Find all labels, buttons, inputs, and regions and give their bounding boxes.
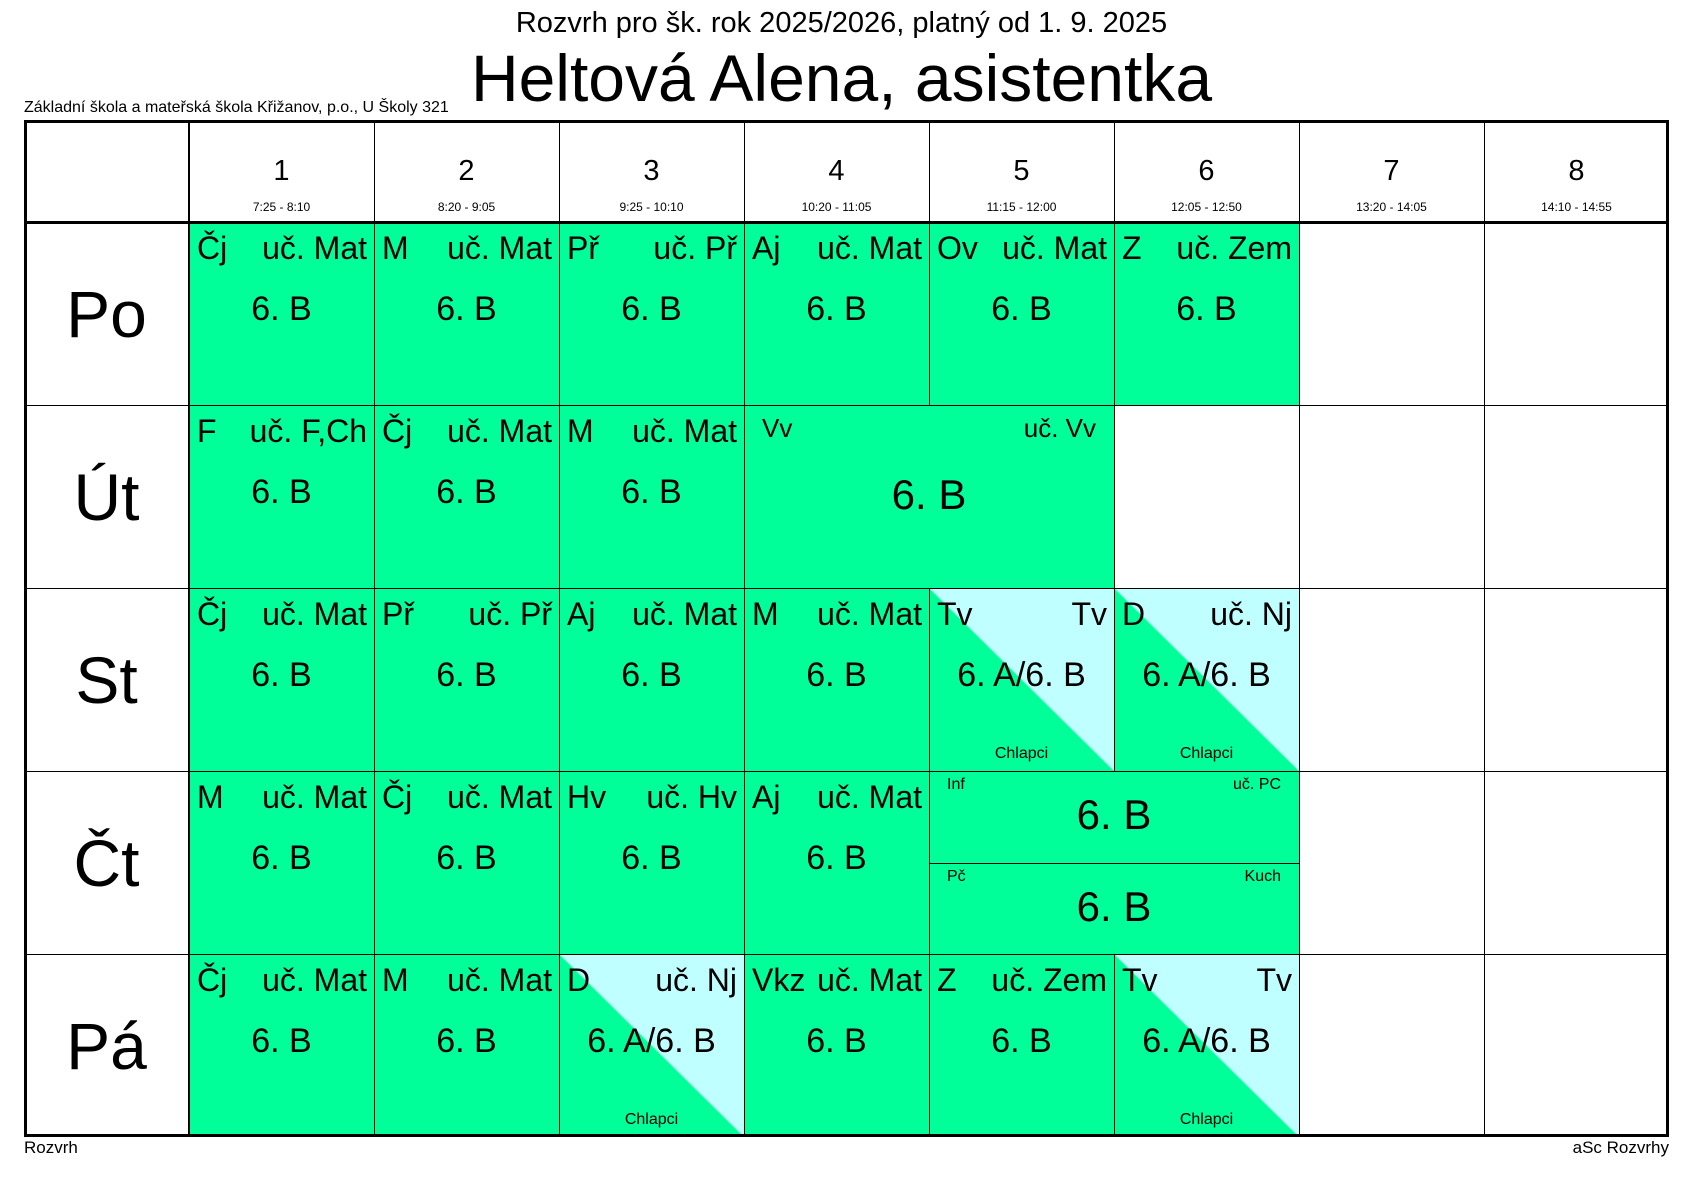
grid-line — [1114, 954, 1115, 1137]
lesson-teacher: uč. Hv — [646, 779, 737, 815]
lesson-teacher: uč. F,Ch — [249, 413, 367, 449]
lesson-cell[interactable] — [744, 771, 929, 954]
timetable-subtitle: Rozvrh pro šk. rok 2025/2026, platný od 1. 9. 2025 — [515, 7, 1168, 39]
period-time: 11:15 - 12:00 — [986, 200, 1057, 214]
lesson-subject: M — [382, 230, 409, 266]
lesson-teacher: uč. Zem — [1176, 230, 1292, 266]
lesson-subject: Př — [382, 596, 414, 632]
period-header — [374, 120, 559, 222]
lesson-cell[interactable] — [744, 954, 929, 1137]
period-time: 7:25 - 8:10 — [252, 200, 311, 214]
lesson-subject: F — [197, 413, 217, 449]
lesson-subject: Aj — [752, 230, 781, 266]
lesson-teacher: uč. Mat — [447, 230, 552, 266]
lesson-cell[interactable] — [744, 405, 1114, 588]
lesson-group: Chlapci — [1179, 1111, 1234, 1128]
lesson-class: 6. B — [1176, 290, 1237, 328]
lesson-cell[interactable] — [559, 405, 744, 588]
lesson-subject: Z — [1122, 230, 1142, 266]
lesson-cell[interactable] — [374, 405, 559, 588]
lesson-teacher: uč. Mat — [447, 962, 552, 998]
lesson-cell[interactable] — [929, 588, 1114, 771]
lesson-teacher: uč. Zem — [991, 962, 1107, 998]
frame-top — [24, 120, 1669, 123]
grid-line — [1114, 120, 1115, 771]
period-time: 12:05 - 12:50 — [1171, 200, 1242, 214]
lesson-class: 6. B — [251, 656, 312, 694]
lesson-class: 6. B — [991, 1022, 1052, 1060]
lesson-class: 6. B — [1076, 882, 1152, 930]
lesson-cell[interactable] — [744, 588, 929, 771]
lesson-subject: M — [752, 596, 779, 632]
lesson-cell[interactable] — [559, 588, 744, 771]
period-header — [1299, 120, 1484, 222]
period-number: 3 — [643, 155, 660, 187]
timetable-title: Heltová Alena, asistentka — [470, 41, 1213, 115]
period-time: 10:20 - 11:05 — [801, 200, 872, 214]
day-label: Čt — [73, 825, 140, 900]
lesson-subject: Aj — [752, 779, 781, 815]
lesson-subject: Aj — [567, 596, 596, 632]
lesson-class: 6. A/6. B — [587, 1022, 716, 1060]
period-number: 8 — [1568, 155, 1585, 187]
lesson-cell[interactable] — [559, 771, 744, 954]
lesson-class: 6. B — [891, 471, 967, 518]
lesson-class: 6. B — [621, 290, 682, 328]
lesson-subject: D — [567, 962, 591, 998]
footer-left-label: Rozvrh — [24, 1138, 78, 1157]
frame-left — [24, 120, 27, 1137]
period-header — [1114, 120, 1299, 222]
lesson-cell[interactable] — [929, 954, 1114, 1137]
lesson-teacher: Tv — [1256, 962, 1292, 998]
period-number: 6 — [1198, 155, 1215, 187]
lesson-teacher: uč. Mat — [262, 596, 367, 632]
lesson-teacher: uč. Mat — [817, 779, 922, 815]
period-number: 5 — [1013, 155, 1030, 187]
lesson-subject: Tv — [1122, 962, 1158, 998]
lesson-cell[interactable] — [929, 771, 1299, 863]
day-label: St — [75, 642, 138, 717]
lesson-class: 6. B — [806, 290, 867, 328]
day-column-border — [188, 120, 190, 1137]
lesson-class: 6. A/6. B — [1142, 1022, 1271, 1060]
school-name: Základní škola a mateřská škola Křižanov, p.o., U Školy 321 — [24, 99, 449, 116]
frame-bottom — [24, 1134, 1669, 1137]
lesson-teacher: uč. Mat — [817, 596, 922, 632]
lesson-class: 6. B — [436, 656, 497, 694]
lesson-group: Chlapci — [994, 745, 1049, 762]
lesson-teacher: uč. Mat — [632, 596, 737, 632]
period-header — [1484, 120, 1669, 222]
lesson-subject: Čj — [197, 596, 228, 632]
lesson-class: 6. B — [806, 1022, 867, 1060]
lesson-cell[interactable] — [929, 863, 1299, 955]
lesson-class: 6. B — [436, 473, 497, 511]
period-header — [744, 120, 929, 222]
lesson-subject: Př — [567, 230, 599, 266]
lesson-subject: Ov — [937, 230, 978, 266]
header-row-border — [24, 221, 1669, 224]
lesson-teacher: uč. Mat — [262, 230, 367, 266]
grid-line — [24, 954, 1669, 955]
grid-line — [374, 120, 375, 1137]
lesson-cell[interactable] — [189, 222, 374, 405]
grid-line — [929, 863, 1299, 864]
period-header — [929, 120, 1114, 222]
lesson-subject: Vkz — [752, 962, 806, 998]
footer-right-label: aSc Rozvrhy — [1572, 1138, 1669, 1157]
lesson-cell[interactable] — [559, 954, 744, 1137]
grid-line — [1484, 120, 1485, 1137]
lesson-teacher: Tv — [1071, 596, 1107, 632]
lesson-cell[interactable] — [189, 771, 374, 954]
lesson-cell[interactable] — [374, 954, 559, 1137]
lesson-cell[interactable] — [744, 222, 929, 405]
lesson-class: 6. B — [251, 290, 312, 328]
lesson-teacher: uč. Př — [468, 596, 552, 632]
lesson-cell[interactable] — [189, 588, 374, 771]
day-label: Út — [73, 459, 140, 534]
grid-line — [24, 588, 1669, 589]
lesson-class: 6. B — [436, 1022, 497, 1060]
period-header — [189, 120, 374, 222]
lesson-class: 6. B — [1076, 791, 1152, 838]
lesson-class: 6. B — [621, 473, 682, 511]
lesson-class: 6. B — [621, 839, 682, 877]
lesson-subject: Hv — [567, 779, 607, 815]
lesson-subject: Vv — [762, 413, 793, 443]
lesson-teacher: uč. PC — [1232, 776, 1281, 793]
lesson-class: 6. A/6. B — [1142, 656, 1271, 694]
lesson-class: 6. B — [251, 1022, 312, 1060]
timetable-grid — [24, 120, 1669, 1137]
lesson-subject: M — [567, 413, 594, 449]
lesson-cell[interactable] — [374, 771, 559, 954]
lesson-cell[interactable] — [374, 222, 559, 405]
lesson-teacher: uč. Mat — [262, 962, 367, 998]
lesson-teacher: uč. Mat — [262, 779, 367, 815]
day-label: Po — [66, 276, 147, 351]
grid-line — [929, 120, 930, 405]
lesson-subject: Čj — [197, 962, 228, 998]
period-number: 7 — [1383, 155, 1400, 187]
lesson-subject: Pč — [947, 867, 966, 885]
lesson-class: 6. B — [806, 656, 867, 694]
lesson-cell[interactable] — [1114, 222, 1299, 405]
lesson-subject: M — [197, 779, 224, 815]
frame-right — [1666, 120, 1669, 1137]
lesson-teacher: uč. Mat — [447, 779, 552, 815]
lesson-teacher: uč. Vv — [1023, 413, 1096, 443]
lesson-cell[interactable] — [929, 222, 1114, 405]
lesson-cell[interactable] — [1114, 954, 1299, 1137]
grid-line — [24, 771, 1669, 772]
day-label: Pá — [66, 1008, 147, 1083]
lesson-teacher: uč. Mat — [1002, 230, 1107, 266]
lesson-subject: Čj — [382, 779, 413, 815]
grid-line — [744, 120, 745, 1137]
lesson-teacher: uč. Mat — [447, 413, 552, 449]
lesson-cell[interactable] — [559, 222, 744, 405]
lesson-teacher: uč. Mat — [632, 413, 737, 449]
lesson-subject: Čj — [197, 230, 228, 266]
lesson-subject: Z — [937, 962, 957, 998]
lesson-teacher: uč. Nj — [1210, 596, 1292, 632]
lesson-class: 6. B — [436, 839, 497, 877]
grid-line — [559, 120, 560, 1137]
lesson-class: 6. B — [621, 656, 682, 694]
grid-line — [24, 405, 1669, 406]
lesson-cell[interactable] — [189, 954, 374, 1137]
lesson-teacher: Kuch — [1244, 867, 1281, 885]
lesson-class: 6. B — [806, 839, 867, 877]
lesson-class: 6. B — [251, 473, 312, 511]
lesson-subject: Čj — [382, 413, 413, 449]
lesson-subject: M — [382, 962, 409, 998]
lesson-teacher: uč. Mat — [817, 230, 922, 266]
lesson-class: 6. B — [436, 290, 497, 328]
lesson-cell[interactable] — [189, 405, 374, 588]
period-number: 2 — [458, 155, 475, 187]
lesson-teacher: uč. Mat — [817, 962, 922, 998]
lesson-class: 6. A/6. B — [957, 656, 1086, 694]
period-header — [559, 120, 744, 222]
lesson-subject: Tv — [937, 596, 973, 632]
lesson-group: Chlapci — [624, 1111, 679, 1128]
lesson-subject: D — [1122, 596, 1146, 632]
lesson-subject: Inf — [947, 776, 965, 793]
lesson-teacher: uč. Př — [653, 230, 737, 266]
period-time: 8:20 - 9:05 — [437, 200, 496, 214]
period-time: 13:20 - 14:05 — [1356, 200, 1427, 214]
grid-line — [1299, 120, 1300, 1137]
lesson-group: Chlapci — [1179, 745, 1234, 762]
period-number: 1 — [273, 155, 290, 187]
lesson-cell[interactable] — [374, 588, 559, 771]
period-number: 4 — [828, 155, 845, 187]
lesson-cell[interactable] — [1114, 588, 1299, 771]
lesson-class: 6. B — [991, 290, 1052, 328]
period-time: 14:10 - 14:55 — [1541, 200, 1612, 214]
lesson-teacher: uč. Nj — [655, 962, 737, 998]
lesson-class: 6. B — [251, 839, 312, 877]
period-time: 9:25 - 10:10 — [619, 200, 684, 214]
